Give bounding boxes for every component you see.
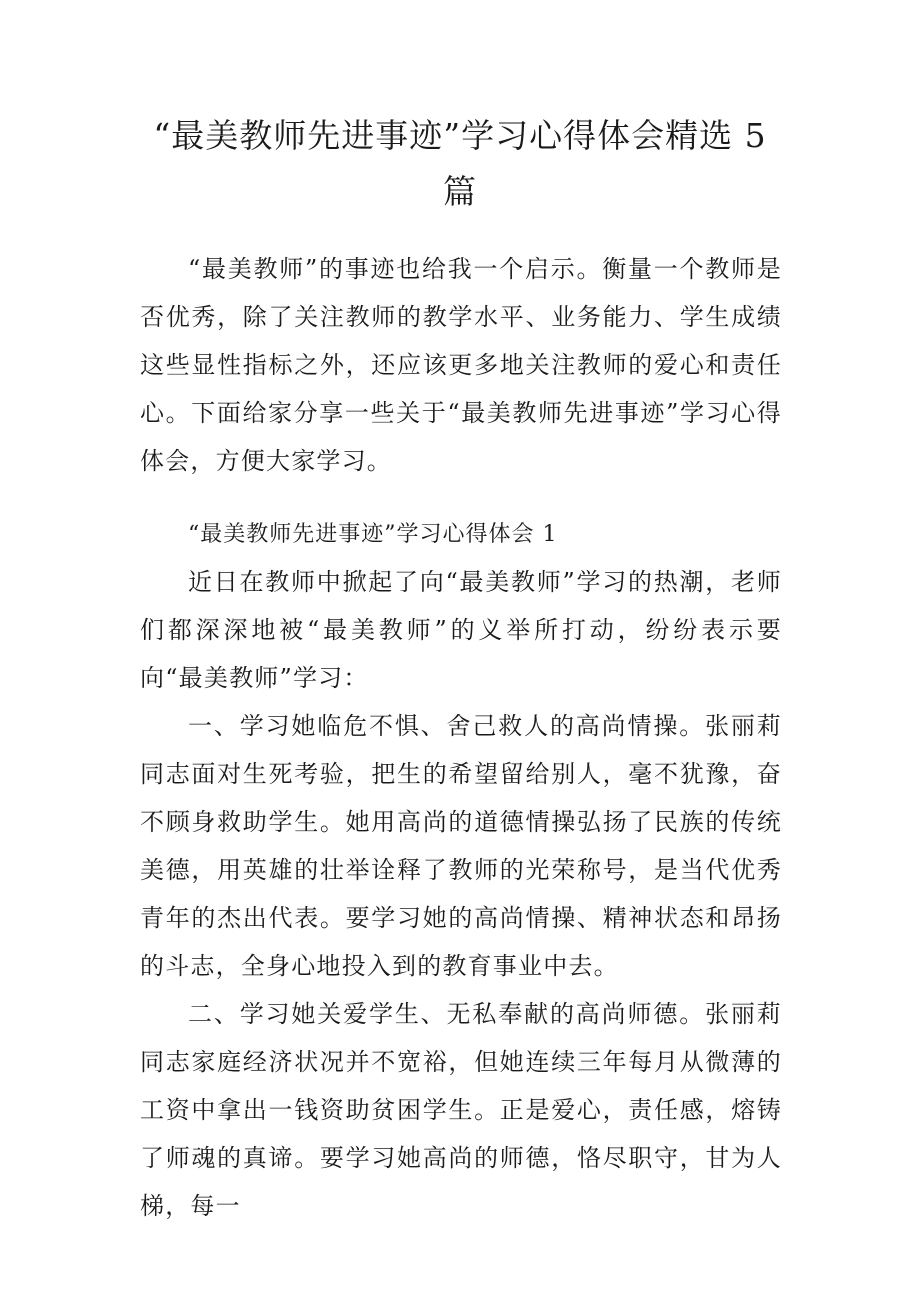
- body-paragraph: 近日在教师中掀起了向“最美教师”学习的热潮，老师们都深深地被“最美教师”的义举所打动，纷纷表示要向“最美教师”学习：: [140, 568, 782, 692]
- body-paragraph: 二、学习她关爱学生、无私奉献的高尚师德。张丽莉同志家庭经济状况并不宽裕，但她连续三年每月从微薄的工资中拿出一钱资助贫困学生。正是爱心，责任感，熔铸了师魂的真谛。要学习她高尚的师德，恪尽职守，甘为人梯，每一: [140, 1000, 782, 1220]
- intro-paragraph: “最美教师”的事迹也给我一个启示。衡量一个教师是否优秀，除了关注教师的教学水平、业务能力、学生成绩这些显性指标之外，还应该更多地关注教师的爱心和责任心。下面给家分享一些关于“最美教师先进事迹”学习心得体会，方便大家学习。: [140, 255, 782, 475]
- document-title: “最美教师先进事迹”学习心得体会精选 5 篇: [153, 116, 767, 211]
- body-paragraph: 一、学习她临危不惧、舍己救人的高尚情操。张丽莉同志面对生死考验，把生的希望留给别人，毫不犹豫，奋不顾身救助学生。她用高尚的道德情操弘扬了民族的传统美德，用英雄的壮举诠释了教师的光荣称号，是当代优秀青年的杰出代表。要学习她的高尚情操、精神状态和昂扬的斗志，全身心地投入到的教育事业中去。: [140, 712, 782, 980]
- section-heading: “最美教师先进事迹”学习心得体会 1: [188, 522, 558, 547]
